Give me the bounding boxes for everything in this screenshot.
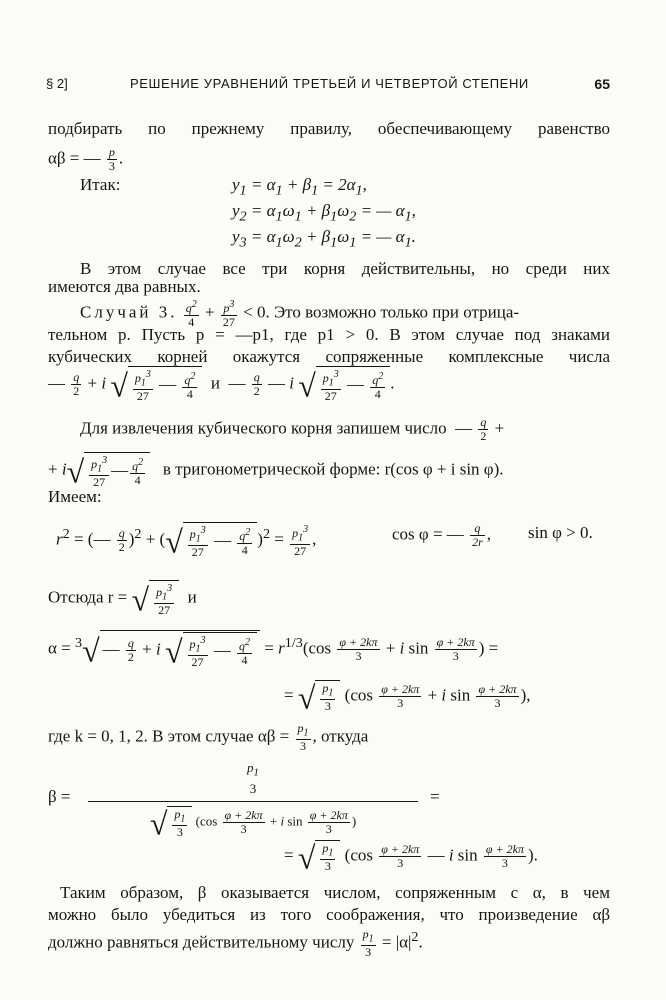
equation-r-squared: $r^2$ = (— $\frac{q}{2}$ )$^2$ + (√ $\frac{p_1^3}{27}$ — $\frac{q^2}{4}$ )$^2$ = $\frac{p_1^3}{27}$ ,	[56, 523, 317, 560]
equation-alpha-beta: αβ = — $\frac{p}{3}$ .	[48, 145, 124, 173]
and-word: и	[187, 587, 197, 607]
paragraph-line: тельном p. Пусть p = —p1, где p1 > 0. В этом случае под знаками	[48, 325, 610, 344]
itak-label: Итак:	[80, 175, 121, 194]
section-number: § 2]	[46, 76, 68, 91]
equation-cos-phi: cos φ = — $\frac{q}{2r}$ ,	[392, 521, 491, 549]
paragraph-text: где k = 0, 1, 2. В этом случае αβ =	[48, 726, 290, 746]
paragraph-line: подбирать по прежнему правилу, обеспечивающему равенство	[48, 119, 610, 138]
paragraph-text: в тригонометрической форме: r(cos φ + i sin φ).	[162, 459, 504, 479]
paragraph-line: имеются два равных.	[48, 277, 201, 296]
cos-phi-text: cos φ = —	[392, 524, 464, 544]
equation-complex-numbers: — $\frac{q}{2}$ + i √ $\frac{p_1^3}{27}$ — $\frac{q^2}{4}$ и — $\frac{q}{2}$ — i √ $\frac{p_1^3}{27}$ — $\frac{q^2}{4}$ .	[48, 367, 395, 404]
case3-text: Это возможно только при отрица-	[273, 302, 520, 322]
chapter-title: РЕШЕНИЕ УРАВНЕНИЙ ТРЕТЬЕЙ И ЧЕТВЕРТОЙ СТЕПЕНИ	[130, 76, 529, 91]
paragraph-line: где k = 0, 1, 2. В этом случае αβ = $\frac{p_1}{3}$ , откуда	[48, 721, 369, 754]
equation-y3: $y_3 = \alpha_1\omega_2 + \beta_1\omega_1$ = — $\alpha_1$.	[232, 227, 416, 251]
paragraph-line: Отсюда r = √ $\frac{p_1^3}{27}$ и	[48, 581, 197, 618]
equation-alpha-cont: = √ $\frac{p_1}{3}$ (cos $\frac{\varphi + 2k\pi}{3}$ + i sin $\frac{\varphi + 2k\pi}{3}$ ),	[284, 679, 531, 716]
and-word: и	[210, 373, 220, 393]
equation-alpha: α = $^3$√ — $\frac{q}{2}$ + i √ $\frac{p_1^3}{27}$ — $\frac{q^2}{4}$ = $r^{1/3}(\cos$ $\frac{\varphi + 2k\pi}{3}$ + i sin $\frac{\varphi + 2k\pi}{3}$ ) =	[48, 630, 498, 669]
equation-y1: $y_1 = \alpha_1 + \beta_1 = 2\alpha_1$,	[232, 175, 367, 199]
equation-sin-phi: sin φ > 0.	[528, 523, 593, 542]
paragraph-line: должно равняться действительному числу $\frac{p_1}{3}$ = $|\alpha|^2$.	[48, 927, 423, 960]
running-header	[40, 76, 610, 98]
otkuda-text: , откуда	[312, 726, 369, 746]
paragraph-text: должно равняться действительному числу	[48, 932, 355, 952]
paragraph-line: + i√ $\frac{p_1^3}{27}$ — $\frac{q^2}{4}$ в тригонометрической форме: r(cos φ + i sin φ).	[48, 453, 504, 490]
paragraph-line: Для извлечения кубического корня запишем число — $\frac{q}{2}$ +	[80, 415, 505, 443]
paragraph-line: можно было убедиться из того соображения, что произведение αβ	[48, 905, 610, 924]
paragraph-line: кубических корней окажутся сопряженные комплексные числа	[48, 347, 610, 366]
page-number: 65	[594, 76, 610, 92]
equation-beta-cont: = √ $\frac{p_1}{3}$ (cos $\frac{\varphi + 2k\pi}{3}$ — i sin $\frac{\varphi + 2k\pi}{3}$ ).	[284, 839, 538, 876]
imeem-label: Имеем:	[48, 487, 102, 506]
otsyuda-text: Отсюда r =	[48, 587, 128, 607]
case3-label: Случай 3.	[80, 302, 178, 322]
paragraph-line: В этом случае все три корня действительны, но среди них	[80, 259, 610, 278]
equation-y2: $y_2 = \alpha_1\omega_1 + \beta_1\omega_2$ = — $\alpha_1$,	[232, 201, 416, 225]
paragraph-text: Для извлечения кубического корня запишем число	[80, 418, 447, 438]
case3-line: Случай 3. $\frac{q^2}{4}$ + $\frac{p^3}{27}$ < 0. Это возможно только при отрица-	[80, 299, 520, 329]
paragraph-line: Таким образом, β оказывается числом, сопряженным с α, в чем	[60, 883, 610, 902]
